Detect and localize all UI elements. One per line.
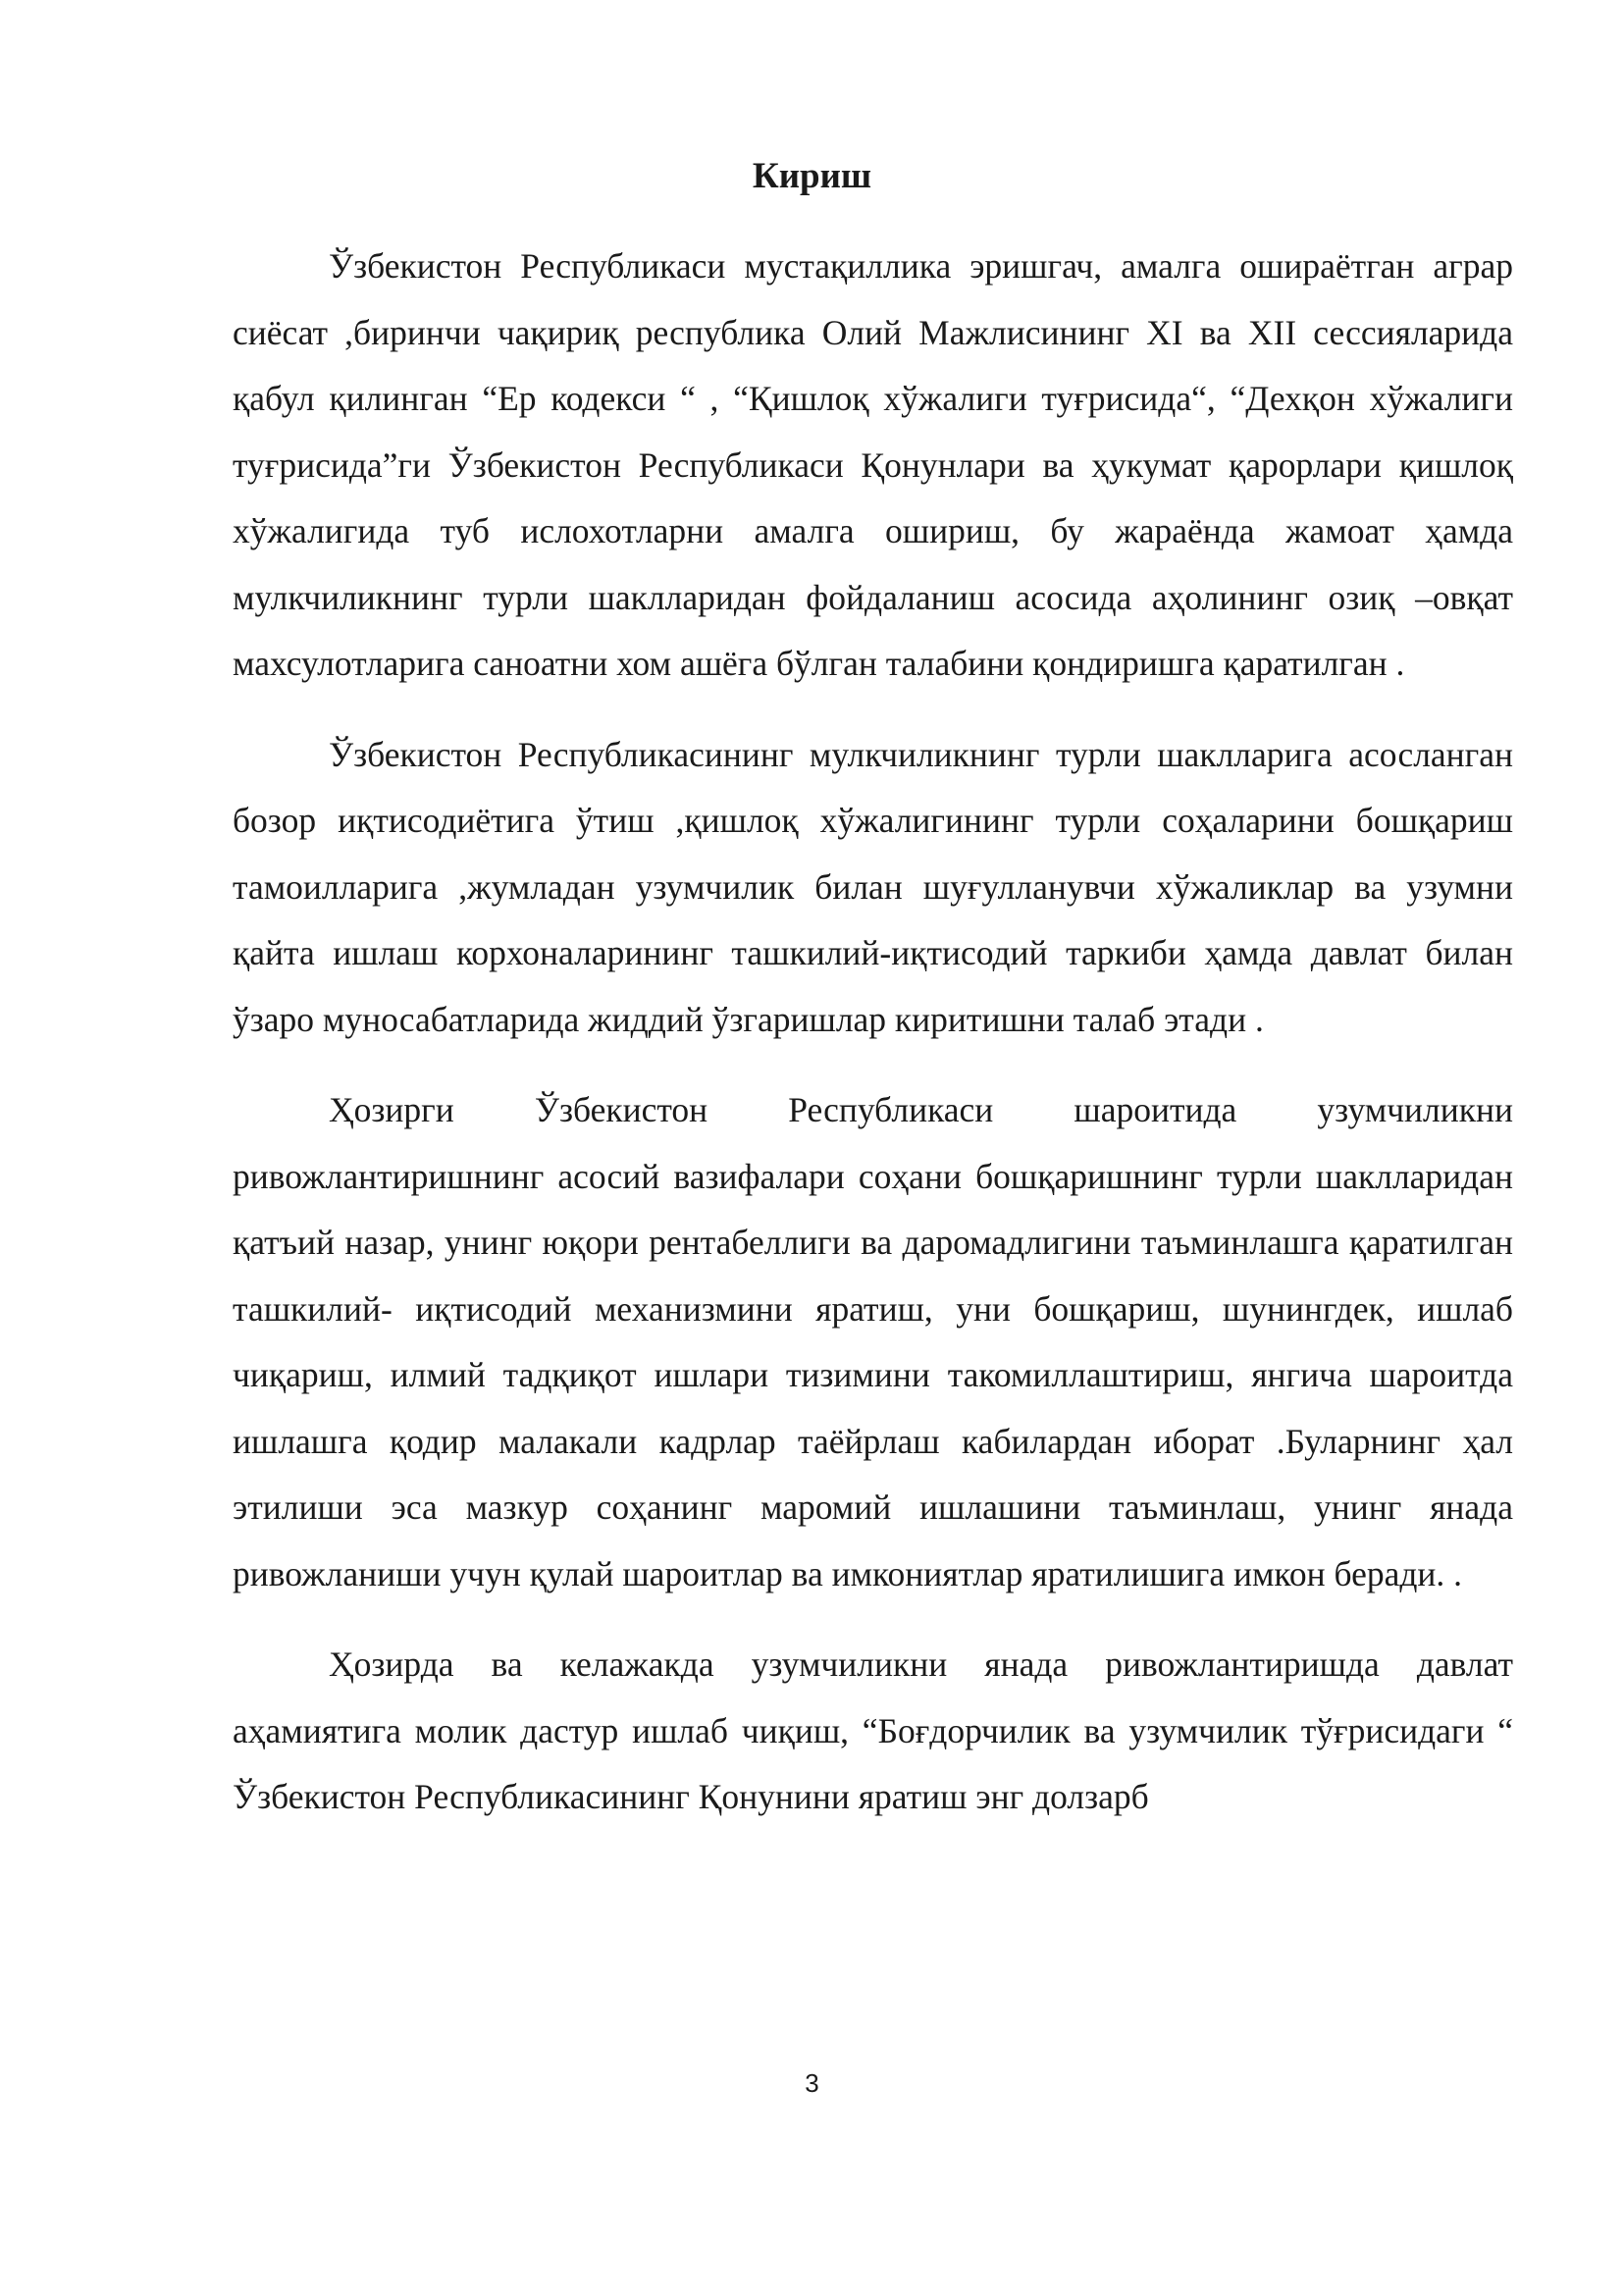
paragraph-1: Ўзбекистон Республикаси мустақиллика эришгач, амалга ошираётган аграр сиёсат ,биринчи чақириқ республика Олий Мажлисининг XI ва XII сессияларида қабул қилинган “Ер кодекси “ , “Қишлоқ хўжалиги туғрисида“, “Дехқон хўжалиги туғрисида”ги Ўзбекистон Республикаси Қонунлари ва ҳукумат қарорлари қишлоқ хўжалигида туб ислохотларни амалга ошириш, бу жараёнда жамоат ҳамда мулкчиликнинг турли шаклларидан фойдаланиш асосида аҳолининг озиқ –овқат махсулотларига саноатни хом ашёга бўлган талабини қондиришга қаратилган . [233,246,1513,683]
paragraph-4: Ҳозирда ва келажакда узумчиликни янада ривожлантиришда давлат аҳамиятига молик дастур ишлаб чиқиш, “Боғдорчилик ва узумчилик тўғрисидаги “ Ўзбекистон Республикасининг Қонунини яратиш энг долзарб [233,1644,1513,1816]
document-title: Кириш [752,156,872,196]
page-number: 3 [805,2068,819,2098]
paragraph-2: Ўзбекистон Республикасининг мулкчиликнинг турли шаклларига асосланган бозор иқтисодиётига ўтиш ,қишлоқ хўжалигининг турли соҳаларини бошқариш тамоилларига ,жумладан узумчилик билан шуғулланувчи хўжаликлар ва узумни қайта ишлаш корхоналарининг ташкилий-иқтисодий таркиби ҳамда давлат билан ўзаро муносабатларида жиддий ўзгаришлар киритишни талаб этади . [233,734,1513,1039]
paragraph-3: Ҳозирги Ўзбекистон Республикаси шароитида узумчиликни ривожлантиришнинг асосий вазифалари соҳани бошқаришнинг турли шаклларидан қатъий назар, унинг юқори рентабеллиги ва даромадлигини таъминлашга қаратилган ташкилий- иқтисодий механизмини яратиш, уни бошқариш, шунингдек, ишлаб чиқариш, илмий тадқиқот ишлари тизимини такомиллаштириш, янгича шароитда ишлашга қодир малакали кадрлар таёйрлаш кабилардан иборат .Буларнинг ҳал этилиши эса мазкур соҳанинг маромий ишлашини таъминлаш, унинг янада ривожланиши учун қулай шароитлар ва имкониятлар яратилишига имкон беради. . [233,1090,1513,1593]
document-body [233,234,1513,1855]
